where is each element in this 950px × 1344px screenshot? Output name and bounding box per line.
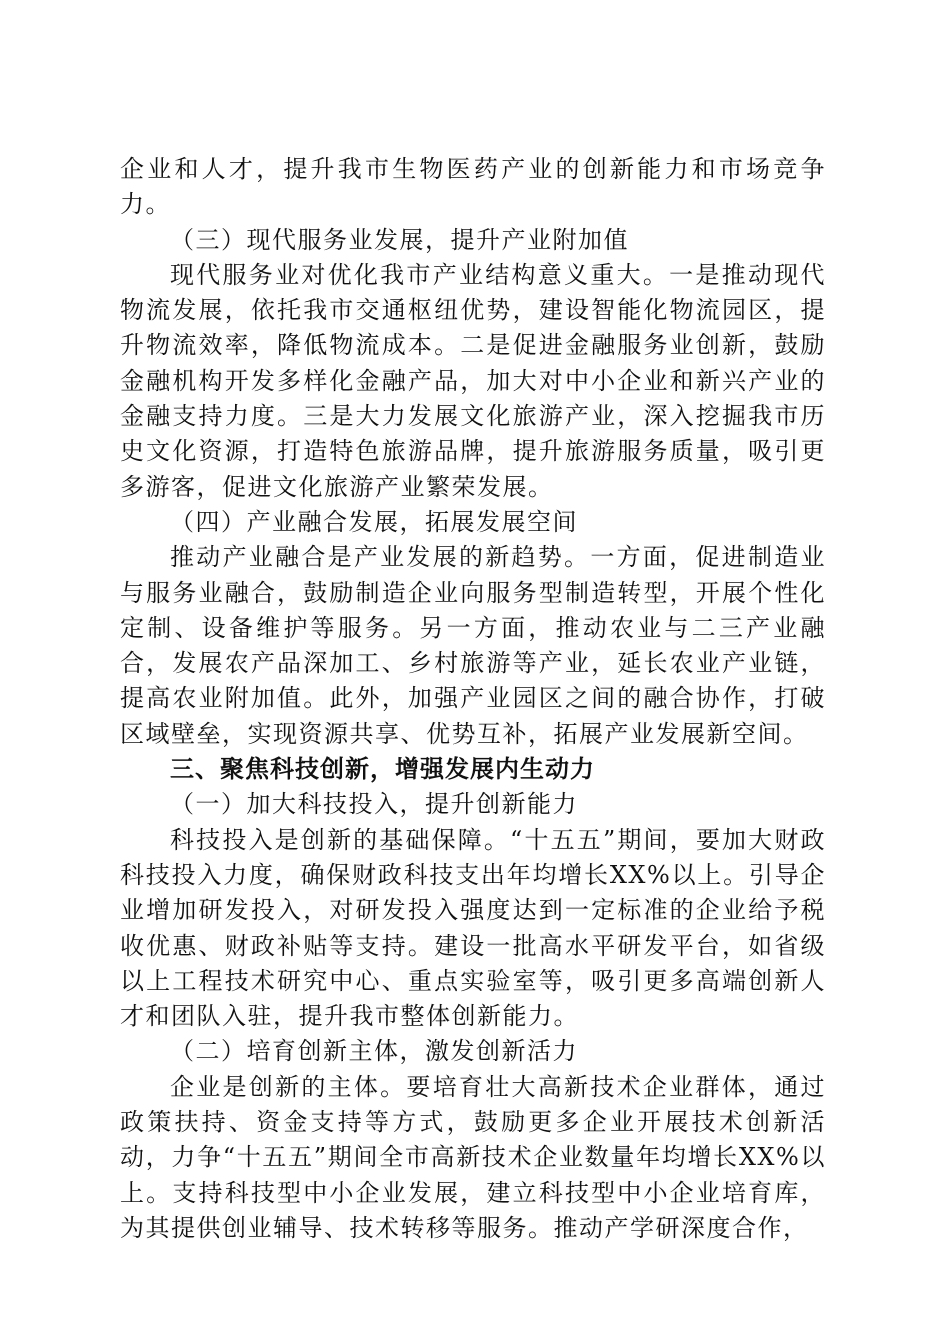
paragraph-tech-investment: 科技投入是创新的基础保障。“十五五”期间，要加大财政科技投入力度，确保财政科技支出年均增长XX%以上。引导企业增加研发投入，对研发投入强度达到一定标准的企业给予税收优惠、财政补贴等支持。建设一批高水平研发平台，如省级以上工程技术研究中心、重点实验室等，吸引更多高端创新人才和团队入驻，提升我市整体创新能力。 [120,825,826,1031]
section-heading-tech-innovation: 三、聚焦科技创新，增强发展内生动力 [170,755,595,784]
subheading-tech-investment: （一）加大科技投入，提升创新能力 [170,790,578,819]
subheading-innovation-subjects: （二）培育创新主体，激发创新活力 [170,1037,578,1066]
subheading-modern-services: （三）现代服务业发展，提升产业附加值 [170,225,629,254]
paragraph-industry-integration: 推动产业融合是产业发展的新趋势。一方面，促进制造业与服务业融合，鼓励制造企业向服务型制造转型，开展个性化定制、设备维护等服务。另一方面，推动农业与二三产业融合，发展农产品深加工、乡村旅游等产业，延长农业产业链，提高农业附加值。此外，加强产业园区之间的融合协作，打破区域壁垒，实现资源共享、优势互补，拓展产业发展新空间。 [120,543,826,748]
paragraph-modern-services: 现代服务业对优化我市产业结构意义重大。一是推动现代物流发展，依托我市交通枢纽优势，建设智能化物流园区，提升物流效率，降低物流成本。二是促进金融服务业创新，鼓励金融机构开发多样化金融产品，加大对中小企业和新兴产业的金融支持力度。三是大力发展文化旅游产业，深入挖掘我市历史文化资源，打造特色旅游品牌，提升旅游服务质量，吸引更多游客，促进文化旅游产业繁荣发展。 [120,260,826,501]
document-body [120,152,826,1246]
paragraph-continued: 企业和人才，提升我市生物医药产业的创新能力和市场竞争力。 [120,155,826,219]
paragraph-innovation-subjects: 企业是创新的主体。要培育壮大高新技术企业群体，通过政策扶持、资金支持等方式，鼓励更多企业开展技术创新活动，力争“十五五”期间全市高新技术企业数量年均增长XX%以上。支持科技型中小企业发展，建立科技型中小企业培育库，为其提供创业辅导、技术转移等服务。推动产学研深度合作， [120,1072,826,1242]
subheading-industry-integration: （四）产业融合发展，拓展发展空间 [170,507,578,536]
